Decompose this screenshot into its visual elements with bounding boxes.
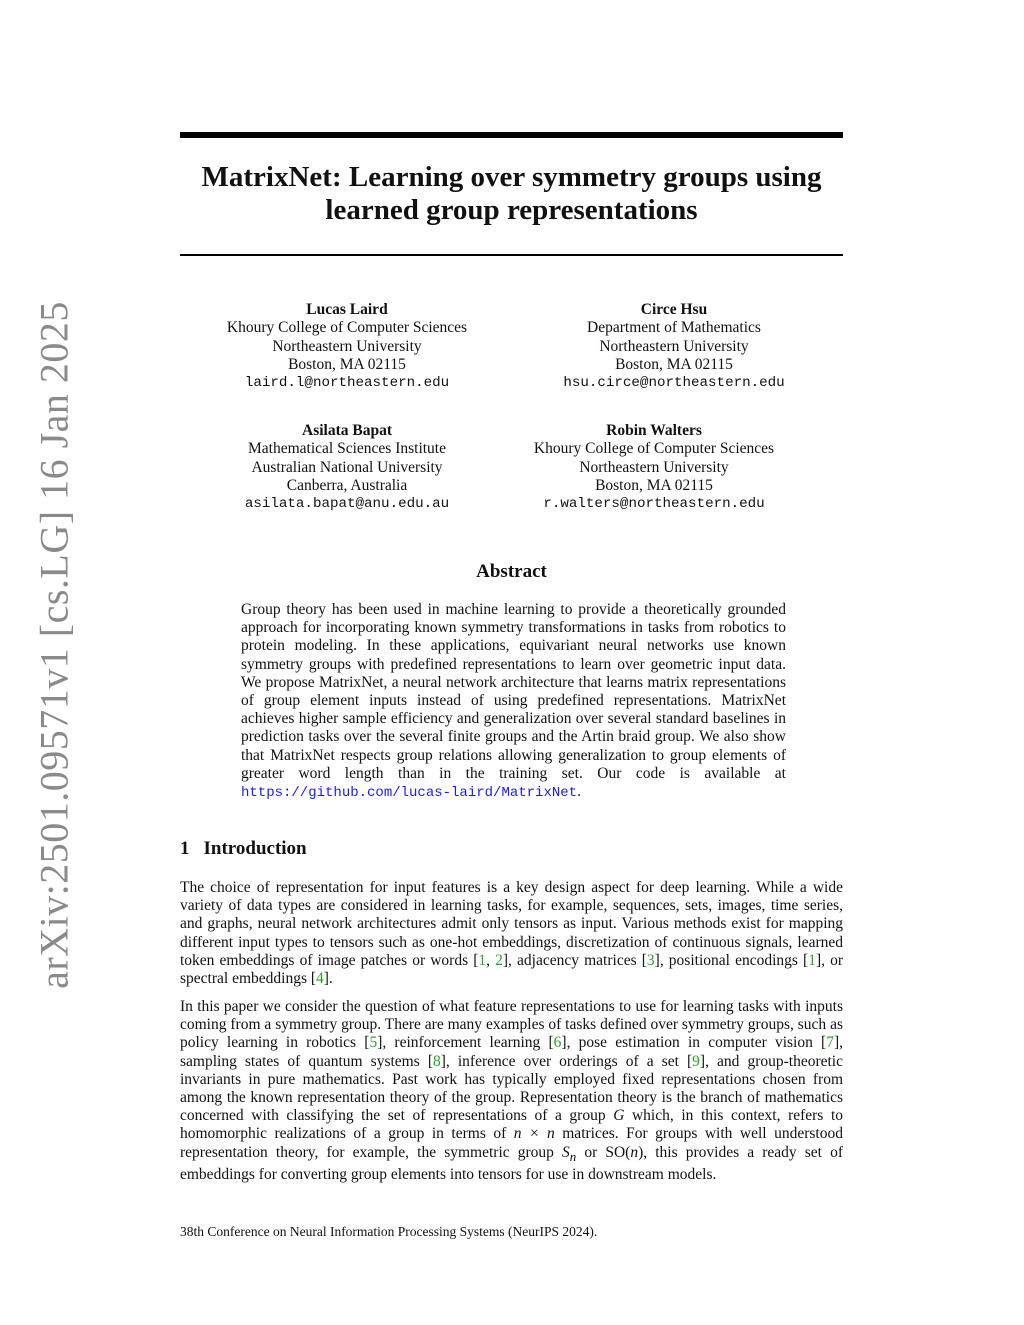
- para-text: ], inference over orderings of a set [: [440, 1052, 693, 1070]
- abstract-text: [241, 601, 786, 802]
- author-affiliation: Australian National University: [251, 458, 443, 476]
- para-text: ], pose estimation in computer vision [: [561, 1034, 827, 1052]
- para-text: ], reinforcement learning [: [377, 1034, 554, 1052]
- author-block-4: [494, 422, 814, 513]
- section-title: Introduction: [203, 838, 307, 859]
- author-email[interactable]: asilata.bapat@anu.edu.au: [244, 496, 450, 513]
- abstract-body-text: Group theory has been used in machine learning to provide a theoretically grounded approach for incorporating known symmetry transformations in tasks from robotics to protein modeling. In these applications, equivariant neural networks use known symmetry groups with predefined representations to learn over geometric input data. We propose MatrixNet, a neural network architecture that learns matrix representations of group element inputs instead of using predefined representations. MatrixNet achieves higher sample efficiency and generalization over several standard baselines in prediction tasks over the several finite groups and the Artin braid group. We also show that MatrixNet respects group relations allowing generalization to group elements of greater word length than in the training set. Our code is available at: [241, 601, 786, 782]
- section-heading: [180, 838, 307, 860]
- para-text: ].: [323, 970, 333, 988]
- math-symbol: n: [630, 1143, 639, 1161]
- citation-link[interactable]: 6: [553, 1034, 562, 1052]
- math-subscript: n: [569, 1148, 577, 1164]
- section-number: 1: [180, 838, 190, 859]
- para-text: ], positional encodings [: [654, 951, 809, 969]
- author-name: Circe Hsu: [640, 301, 708, 318]
- citation-link[interactable]: 9: [692, 1052, 700, 1070]
- title-line-1: MatrixNet: Learning over symmetry groups using: [201, 161, 822, 193]
- author-affiliation: Northeastern University: [272, 337, 422, 355]
- author-affiliation: Boston, MA 02115: [595, 476, 713, 494]
- author-affiliation: Mathematical Sciences Institute: [248, 440, 446, 458]
- para-text: which, in this context, refers to homomorphic realizations of a group in terms of: [180, 1107, 843, 1143]
- citation-link[interactable]: 7: [826, 1034, 834, 1052]
- para-text: ,: [486, 951, 496, 969]
- para-text: ], or spectral embeddings [: [180, 951, 844, 988]
- citation-link[interactable]: 8: [433, 1052, 441, 1070]
- citation-link[interactable]: 3: [646, 951, 655, 969]
- conference-footnote: 38th Conference on Neural Information Processing Systems (NeurIPS 2024).: [180, 1224, 598, 1239]
- author-email[interactable]: hsu.circe@northeastern.edu: [563, 375, 785, 392]
- math-symbol: S: [562, 1143, 570, 1161]
- para-text: ), this provides a ready set of embeddings for converting group elements into tensors for use in downstream models.: [180, 1143, 843, 1183]
- citation-link[interactable]: 1: [478, 951, 487, 969]
- citation-link[interactable]: 4: [316, 970, 324, 988]
- author-name: Robin Walters: [606, 422, 702, 439]
- author-name: Asilata Bapat: [302, 422, 392, 439]
- para-text: The choice of representation for input features is a key design aspect for deep learning. While a wide variety of data types are considered in learning tasks, for example, sequences, sets, images, time series, and graphs, neural network architectures admit only tensors as input. Various methods exist for mapping different input types to tensors such as one-hot embeddings, discretization of continuous signals, learned token embeddings of image patches or words [: [180, 879, 843, 969]
- author-affiliation: Khoury College of Computer Sciences: [226, 319, 468, 337]
- author-affiliation: Northeastern University: [599, 337, 749, 355]
- author-email[interactable]: laird.l@northeastern.edu: [244, 375, 450, 392]
- author-affiliation: Boston, MA 02115: [288, 355, 406, 373]
- math-expression: n × n: [513, 1125, 555, 1143]
- intro-paragraph-2: [180, 998, 843, 1184]
- para-text: or SO(: [576, 1143, 631, 1161]
- author-affiliation: Northeastern University: [579, 458, 729, 476]
- math-symbol: G: [613, 1107, 625, 1125]
- title-line-2: learned group representations: [325, 194, 698, 226]
- para-text: matrices. For groups with well understood representation theory, for example, the symmetric group: [180, 1125, 843, 1161]
- author-affiliation: Canberra, Australia: [286, 476, 408, 494]
- intro-paragraph-1: [180, 879, 843, 988]
- abstract-end: .: [577, 783, 581, 801]
- author-affiliation: Boston, MA 02115: [615, 355, 733, 373]
- arxiv-sidebar-stamp: arXiv:2501.09571v1 [cs.LG] 16 Jan 2025: [31, 301, 77, 989]
- title-top-rule: [180, 132, 843, 138]
- author-affiliation: Khoury College of Computer Sciences: [533, 440, 775, 458]
- para-text: ], and group-theoretic invariants in pure mathematics. Past work has typically employed fixed representations chosen from among the known representation theory of the group. Representation theory is the branch of mathematics concerned with classifying the set of representations of a group: [180, 1052, 843, 1125]
- title-bottom-rule: [180, 254, 843, 256]
- citation-link[interactable]: 2: [495, 951, 503, 969]
- author-block-1: [187, 301, 507, 392]
- author-name: Lucas Laird: [306, 301, 388, 318]
- citation-link[interactable]: 5: [369, 1034, 378, 1052]
- para-text: In this paper we consider the question of what feature representations to use for learning tasks with inputs coming from a symmetry group. There are many examples of tasks defined over symmetry groups, such as policy learning in robotics [: [180, 998, 843, 1052]
- paper-title: [180, 161, 843, 227]
- author-block-3: [187, 422, 507, 513]
- para-text: ], sampling states of quantum systems [: [180, 1034, 843, 1070]
- abstract-heading: Abstract: [476, 561, 547, 582]
- author-affiliation: Department of Mathematics: [587, 319, 761, 337]
- author-email[interactable]: r.walters@northeastern.edu: [543, 496, 765, 513]
- code-repo-link[interactable]: https://github.com/lucas-laird/MatrixNet: [241, 785, 578, 802]
- citation-link[interactable]: 1: [808, 951, 816, 969]
- author-block-2: [514, 301, 834, 392]
- para-text: ], adjacency matrices [: [502, 951, 647, 969]
